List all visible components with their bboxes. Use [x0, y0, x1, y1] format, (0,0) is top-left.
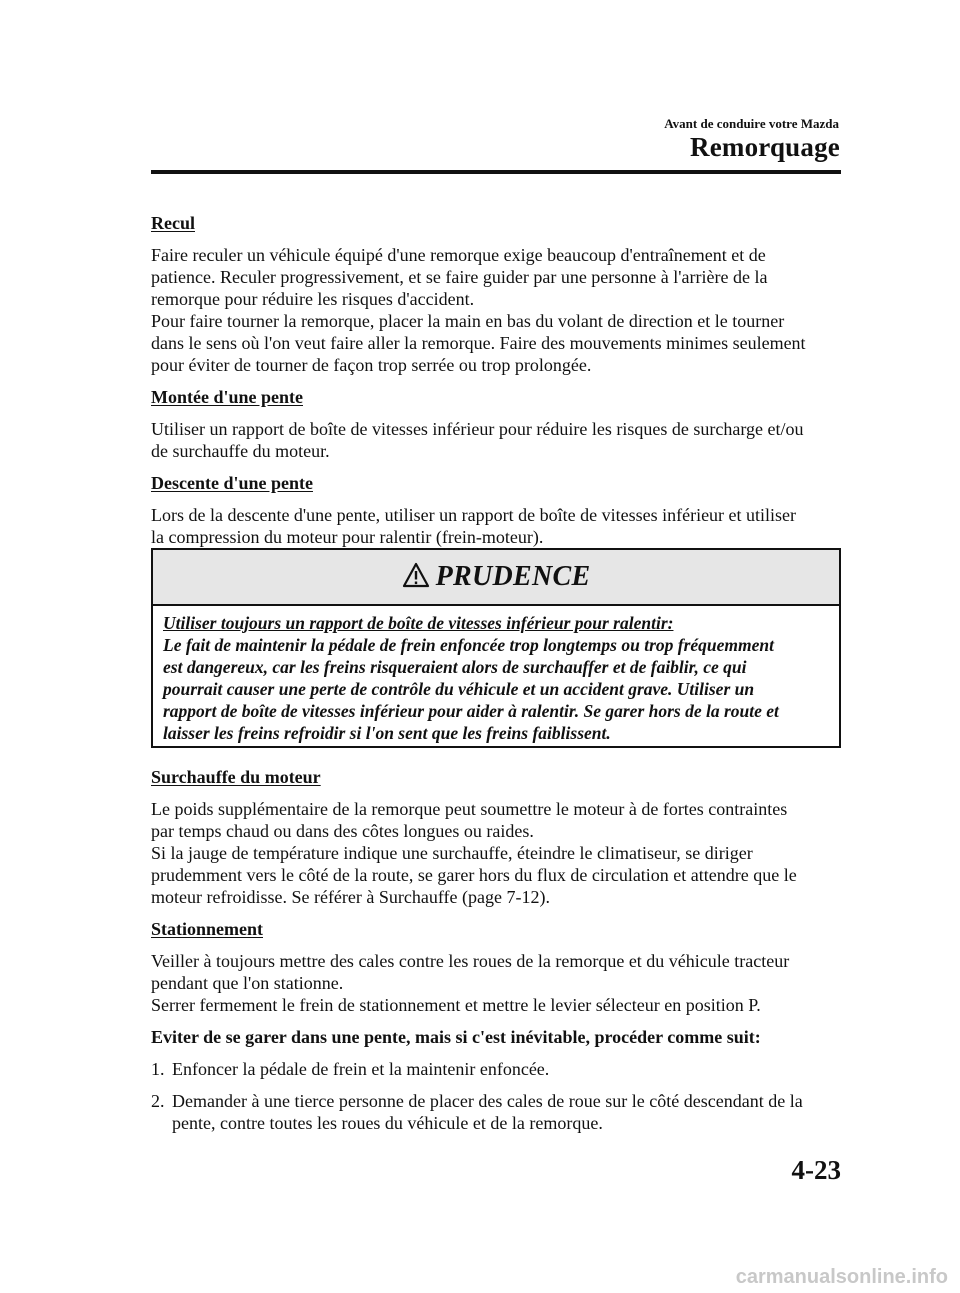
caution-title: PRUDENCE — [435, 561, 591, 592]
list-item — [151, 1058, 843, 1080]
section-montee — [151, 386, 843, 462]
section-body-descente — [151, 504, 843, 548]
watermark: carmanualsonline.info — [735, 1266, 948, 1288]
text-line: de surchauffe du moteur. — [151, 441, 330, 461]
text-line: Serrer fermement le frein de stationnement et mettre le levier sélecteur en position P. — [151, 995, 761, 1015]
text-line: pendant que l'on stationne. — [151, 973, 344, 993]
header-divider — [151, 170, 841, 174]
section-body-surchauffe — [151, 798, 843, 908]
text-line: dans le sens où l'on veut faire aller la remorque. Faire des mouvements minimes seulement — [151, 333, 806, 353]
section-surchauffe — [151, 766, 843, 908]
text-line: pente, contre toutes les roues du véhicule et de la remorque. — [172, 1113, 603, 1133]
text-line: Pour faire tourner la remorque, placer la main en bas du volant de direction et le tourner — [151, 311, 785, 331]
caution-lead: Utiliser toujours un rapport de boîte de vitesses inférieur pour ralentir: — [163, 613, 674, 633]
text-line: Faire reculer un véhicule équipé d'une remorque exige beaucoup d'entraînement et de — [151, 245, 766, 265]
section-heading-recul: Recul — [151, 213, 195, 233]
main-content-top — [151, 212, 843, 558]
list-item — [151, 1090, 843, 1134]
main-content-bottom — [151, 766, 843, 1144]
text-line: remorque pour réduire les risques d'accident. — [151, 289, 475, 309]
step-text — [172, 1058, 549, 1080]
step-text — [172, 1090, 803, 1134]
text-line: par temps chaud ou dans des côtes longues ou raides. — [151, 821, 534, 841]
text-line: Enfoncer la pédale de frein et la maintenir enfoncée. — [172, 1059, 550, 1079]
section-body-montee — [151, 418, 843, 462]
section-body-recul — [151, 244, 843, 376]
section-heading-descente: Descente d'une pente — [151, 473, 313, 493]
section-recul — [151, 212, 843, 376]
text-line: Le poids supplémentaire de la remorque peut soumettre le moteur à de fortes contraintes — [151, 799, 788, 819]
section-heading-surchauffe: Surchauffe du moteur — [151, 767, 321, 787]
text-line: pourrait causer une perte de contrôle du véhicule et un accident grave. Utiliser un — [163, 679, 755, 699]
header-subtitle: Avant de conduire votre Mazda — [664, 116, 839, 131]
text-line: Veiller à toujours mettre des cales contre les roues de la remorque et du véhicule tracteur — [151, 951, 790, 971]
caution-header — [153, 550, 839, 606]
caution-box — [151, 548, 841, 748]
text-line: Le fait de maintenir la pédale de frein enfoncée trop longtemps ou trop fréquemment — [163, 635, 774, 655]
section-heading-montee: Montée d'une pente — [151, 387, 303, 407]
section-heading-stationnement: Stationnement — [151, 919, 263, 939]
text-line: pour éviter de tourner de façon trop serrée ou trop prolongée. — [151, 355, 592, 375]
text-line: prudemment vers le côté de la route, se garer hors du flux de circulation et attendre que le — [151, 865, 797, 885]
text-line: Lors de la descente d'une pente, utiliser un rapport de boîte de vitesses inférieur et utiliser — [151, 505, 797, 525]
text-line: patience. Reculer progressivement, et se faire guider par une personne à l'arrière de la — [151, 267, 768, 287]
text-line: la compression du moteur pour ralentir (frein-moteur). — [151, 527, 544, 547]
text-line: rapport de boîte de vitesses inférieur pour aider à ralentir. Se garer hors de la route et — [163, 701, 779, 721]
section-descente — [151, 472, 843, 548]
text-line: est dangereux, car les freins risqueraient alors de surchauffer et de faiblir, ce qui — [163, 657, 747, 677]
step-number: 1. — [151, 1059, 165, 1079]
text-line: moteur refroidisse. Se référer à Surchauffe (page 7-12). — [151, 887, 550, 907]
warning-triangle-icon — [402, 562, 430, 593]
section-stationnement — [151, 918, 843, 1134]
text-line: laisser les freins refroidir si l'on sent que les freins faiblissent. — [163, 723, 611, 743]
procedure-intro: Eviter de se garer dans une pente, mais si c'est inévitable, procéder comme suit: — [151, 1027, 761, 1047]
caution-body — [153, 606, 839, 744]
text-line: Utiliser un rapport de boîte de vitesses inférieur pour réduire les risques de surcharge et/ou — [151, 419, 804, 439]
text-line: Si la jauge de température indique une surchauffe, éteindre le climatiseur, se diriger — [151, 843, 753, 863]
text-line: Demander à une tierce personne de placer des cales de roue sur le côté descendant de la — [172, 1091, 803, 1111]
section-body-stationnement — [151, 950, 843, 1016]
step-number: 2. — [151, 1091, 165, 1111]
page-number: 4-23 — [791, 1155, 841, 1185]
page-title: Remorquage — [690, 132, 840, 162]
